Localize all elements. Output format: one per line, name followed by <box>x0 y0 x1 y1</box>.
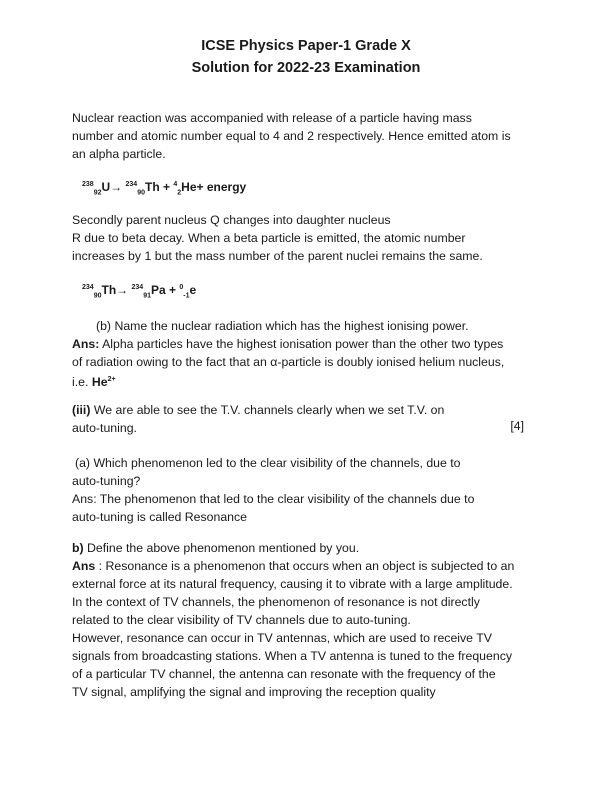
answer-line: auto-tuning is called Resonance <box>72 510 248 524</box>
element-symbol: Pa <box>150 283 166 297</box>
ion-charge: 2+ <box>107 376 116 383</box>
text-line: signals from broadcasting stations. When a TV antenna is tuned to the frequency <box>72 649 512 663</box>
answer-label: Ans: <box>72 337 100 351</box>
question-text: We are able to see the T.V. channels clearly when we set T.V. on <box>90 403 445 417</box>
text-line: TV signal, amplifying the signal and improving the reception quality <box>72 685 436 699</box>
text-line: related to the clear visibility of TV channels due to auto-tuning. <box>72 613 411 627</box>
text-line: an alpha particle. <box>72 147 166 161</box>
helium-ion: He <box>91 375 108 390</box>
atomic-number: 91 <box>143 292 151 300</box>
text-line: increases by 1 but the mass number of the parent nuclei remains the same. <box>72 249 483 263</box>
element-symbol: He+ energy <box>181 180 247 194</box>
text-line: of radiation owing to the fact that an α-particle is doubly ionised helium nucleus, <box>72 355 505 369</box>
question-line <box>72 401 444 419</box>
answer-text: Alpha particles have the highest ionisation power than the other two types <box>99 337 504 351</box>
arrow: → <box>110 180 123 194</box>
marks-badge: [4] <box>510 419 524 433</box>
answer-line: Ans: The phenomenon that led to the clear visibility of the channels due to <box>72 492 475 506</box>
arrow: → <box>116 283 129 297</box>
question-number: (iii) <box>72 403 91 417</box>
equation-alpha-decay <box>82 180 247 197</box>
question-iii-a <box>72 454 474 526</box>
paragraph-beta <box>72 211 483 265</box>
text-line: R due to beta decay. When a beta particle is emitted, the atomic number <box>72 231 466 245</box>
question-iii-b <box>72 539 514 701</box>
question-text: Define the above phenomenon mentioned by you. <box>83 541 360 555</box>
text-line <box>72 371 504 391</box>
mass-number: 234 <box>125 181 138 188</box>
answer-label: Ans <box>72 559 96 573</box>
atomic-number: -1 <box>183 292 190 300</box>
element-symbol: Th <box>144 180 160 194</box>
answer-line <box>72 335 504 353</box>
text-line: Secondly parent nucleus Q changes into daughter nucleus <box>72 213 391 227</box>
atomic-number: 2 <box>177 189 182 197</box>
atomic-number: 90 <box>137 189 145 197</box>
text-line: number and atomic number equal to 4 and 2 respectively. Hence emitted atom is <box>72 129 511 143</box>
question-line <box>72 539 514 557</box>
answer-line <box>72 557 514 575</box>
text-line: external force at its natural frequency, causing it to vibrate with a large amplitude. <box>72 577 513 591</box>
question-iii <box>72 401 444 437</box>
mass-number: 4 <box>173 181 178 188</box>
element-symbol: Th <box>101 283 117 297</box>
text-line: In the context of TV channels, the phenomenon of resonance is not directly <box>72 595 480 609</box>
page-subtitle: Solution for 2022-23 Examination <box>191 60 421 76</box>
text-prefix: i.e. <box>72 375 92 390</box>
text-line: auto-tuning? <box>72 474 141 488</box>
plus-sign: + <box>163 180 171 194</box>
text-line: Nuclear reaction was accompanied with release of a particle having mass <box>72 111 472 125</box>
mass-number: 234 <box>131 284 144 291</box>
mass-number: 234 <box>82 284 94 291</box>
paragraph-alpha <box>72 109 511 163</box>
answer-text: : Resonance is a phenomenon that occurs when an object is subjected to an <box>95 559 515 573</box>
element-symbol: U <box>101 180 111 194</box>
question-number: b) <box>72 541 84 555</box>
equation-beta-decay <box>82 283 197 300</box>
atomic-number: 92 <box>93 189 102 197</box>
page-title: ICSE Physics Paper-1 Grade X <box>201 38 411 54</box>
question-text: (b) Name the nuclear radiation which has the highest ionising power. <box>96 319 469 333</box>
text-line: However, resonance can occur in TV antennas, which are used to receive TV <box>72 631 492 645</box>
mass-number: 238 <box>82 181 94 188</box>
mass-number: 0 <box>179 284 184 291</box>
atomic-number: 90 <box>93 292 102 300</box>
text-line: of a particular TV channel, the antenna can resonate with the frequency of the <box>72 667 496 681</box>
question-text: (a) Which phenomenon led to the clear visibility of the channels, due to <box>75 456 461 470</box>
question-ionising-power <box>72 317 504 391</box>
plus-sign: + <box>169 283 177 297</box>
text-line: auto-tuning. <box>72 421 137 435</box>
element-symbol: e <box>189 283 197 297</box>
